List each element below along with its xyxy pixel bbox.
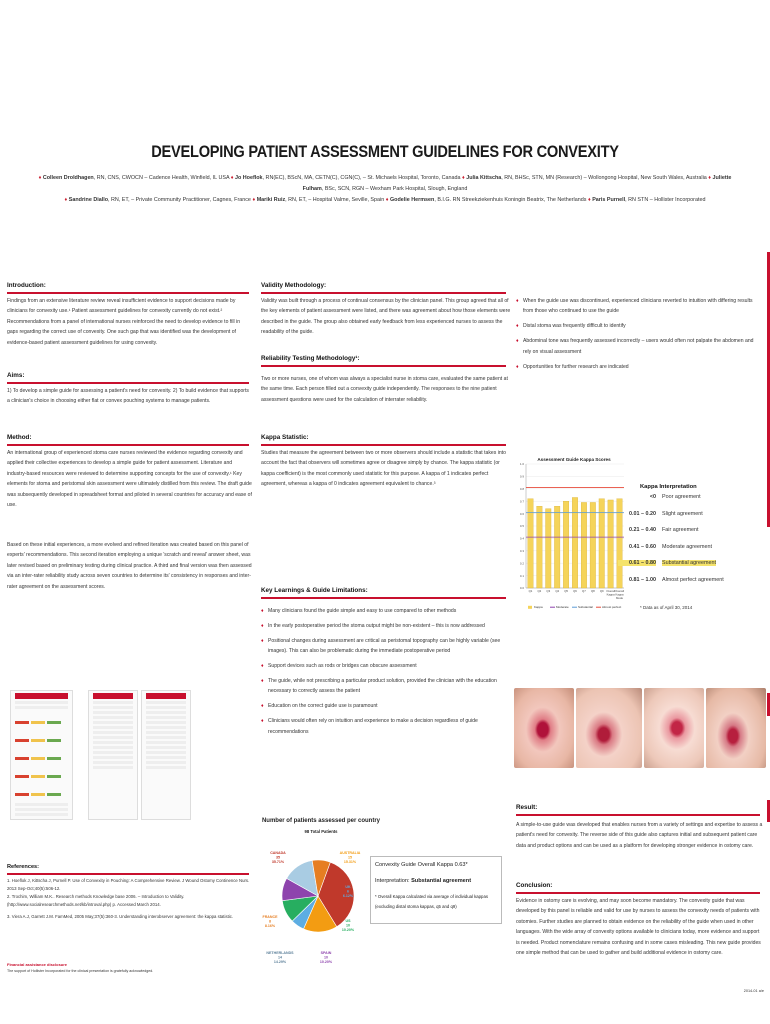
kappa-label: Substantial agreement [662, 560, 716, 566]
footer-note: The support of Hollister Incorporated for the clinical presentation is gratefully acknowledged. [7, 969, 154, 973]
kappa-interpretation-table [618, 494, 758, 594]
legend-label: Almost perfect [602, 605, 622, 609]
guide-thumbnail-1 [10, 690, 73, 820]
learning-item: ♦ The guide, while not prescribing a particular product solution, provided the clinician with the education necessary to correctly assess the patient [261, 676, 511, 697]
y-tick-label: 0.8 [519, 487, 524, 491]
y-tick-label: 0.4 [519, 536, 524, 541]
kappa-bar [554, 506, 560, 588]
learning-item: ♦ In the early postoperative period the stoma output might be non-existent – this is now addressed [261, 621, 511, 631]
kappa-bar [590, 502, 596, 588]
observations-list [516, 296, 761, 376]
pie-slice-label: 8.16% [264, 924, 276, 929]
kappa-interpretation-row [618, 494, 758, 506]
author-name: Julia Kittscha [466, 175, 502, 181]
validity-heading: Validity Methodology: [261, 282, 327, 289]
author-line-2 [30, 195, 740, 206]
result-text: A simple-to-use guide was developed that enables nurses from a variety of settings and expertise to assess a patient's need for convexity. The reverse side of this guide also captures initial and subsequent patient care data and product options and can be used as a platform for developing stronger evidence in ostomy care. [516, 822, 763, 849]
footer-code: 2014-01 a/e [743, 989, 764, 993]
kappa-bar [608, 500, 614, 588]
kappa-bar [546, 509, 552, 588]
kappa-text: Studies that measure the agreement between two or more observers should include a statistic that takes into account the fact that observers will sometimes agree or disagree simply by chance. The kappa statistic (or kappa coefficient) is the most commonly used statistic for this purpose. A kappa of 1 indicates perfect agreement, whereas a kappa of 0 indicates agreement equivalent to chance.³ [261, 450, 506, 488]
y-tick-label: 0.7 [519, 499, 524, 504]
kappa-bar-chart [512, 454, 628, 624]
stoma-photo-4 [706, 688, 766, 768]
author-affiliation: , RN(EC), BScN, MA, CETN(C), CGN(C), – St. Michaels Hospital, Toronto, Canada [262, 175, 462, 181]
author-list [30, 173, 740, 206]
pie-slice-label: 6.12% [342, 894, 354, 899]
kappa-range: 0.61 – 0.80 [618, 560, 656, 566]
learning-item: ♦ Clinicians would often rely on intuition and experience to make a decision regardless of guide recommendations [261, 716, 511, 737]
kappa-summary-line1: Convexity Guide Overall Kappa 0.63* [375, 862, 468, 868]
section-divider [261, 444, 506, 446]
pie-slice-label: 8 [269, 919, 271, 924]
section-divider [261, 365, 506, 367]
x-tick-label: Q2 [537, 589, 542, 593]
author-name: Godelie Hermsen [389, 197, 435, 203]
observation-item: ♦ Distal stoma was frequently difficult to identify [516, 321, 761, 331]
kappa-label: Poor agreement [662, 494, 701, 500]
kappa-interpretation-row [618, 577, 758, 589]
x-tick-label: Overall [606, 589, 616, 593]
y-tick-label: 0.1 [519, 573, 524, 578]
author-line-1 [30, 173, 740, 195]
pie-slice-label: SPAIN [320, 951, 332, 955]
references-heading: References: [7, 864, 40, 870]
pie-slice-label: 35 [276, 855, 280, 860]
author-bullet: ♦ [708, 175, 713, 181]
reference-3: 3. Viera A.J, Garrett J.M. FamMed, 2005 May;37(5):360-3. Understanding interobserver agreement: the kappa statistic. [7, 914, 234, 919]
reference-1: 1. Hoeflok J, Kittscha J, Purnell P. Use of Convexity in Pouching: A Comprehensive Review. J Wound Ostomy Continence Nurs. 2013 Sep-Oct;40(5):506-12. [7, 878, 250, 891]
method-heading: Method: [7, 434, 32, 441]
learning-item: ♦ Support devices such as rods or bridges can obscure assessment [261, 661, 511, 671]
reliability-text: Two or more nurses, one of whom was always a specialist nurse in stoma care, evaluated the same patient at the same time. Each person filled out a convexity guide independently. The responses to the nine patient assessment questions were used for the calculation of interrater reliability. [261, 376, 508, 403]
author-bullet: ♦ [385, 197, 390, 203]
kappa-summary-prefix: Interpretation: [375, 878, 412, 884]
introduction-text: Findings from an extensive literature review reveal insufficient evidence to support decisions made by clinicians for convexity use.¹ Patient assessment guidelines for convexity currently do not exist.² Recommendations from a panel of international nurses reinforced the need to develop evidence to fill in gaps regarding the correct use of convexity. One such gap that was identified was the development of evidence-based patient assessment guidelines for using convexity. [7, 298, 241, 346]
conclusion-heading: Conclusion: [516, 882, 553, 889]
author-affiliation: , RN, CNS, CWOCN – Cadence Health, Winfield, IL USA [93, 175, 231, 181]
author-affiliation: , BSc, SCN, RGN – Wexham Park Hospital, Slough, England [321, 186, 468, 192]
kappa-interpretation-row [618, 560, 758, 572]
author-affiliation: , B.I.G. RN Streekziekenhuis Koningin Beatrix, The Netherlands [434, 197, 588, 203]
kappa-label: Almost perfect agreement [662, 576, 724, 583]
observation-item: ♦ Abdominal tone was frequently assessed incorrectly – users would often not palpate the abdomen and rely on visual assessment [516, 336, 761, 357]
author-name: Juliette Fulham [302, 175, 732, 192]
pie-slice-label: 35.71% [271, 860, 285, 865]
x-tick-label: Q7 [582, 589, 586, 593]
pie-slice-label: US [345, 919, 351, 923]
kappa-interpretation-row [618, 511, 758, 523]
kappa-bar [581, 502, 587, 588]
pie-slice-label: 14.29% [273, 960, 287, 965]
method-text-1: An international group of experienced stoma care nurses reviewed the evidence regarding convexity and applied their collective experiences to develop a simple guide for patient assessment. Literature and industry-based resources were reviewed to determine supporting concepts for the use of convexity.¹ Key elements for stoma and peristomal skin assessment were ultimately distilled from this review. The draft guide was subsequently developed in spreadsheet format and piloted in several countries for accuracy and ease of use. [7, 450, 252, 509]
bar-chart-title: Assessment Guide Kappa Scores [537, 457, 611, 462]
pie-chart-title: Number of patients assessed per country [261, 818, 381, 824]
kappa-summary-box [370, 856, 502, 924]
pie-slice-label: 15.31% [343, 860, 357, 865]
method-text-2: Based on these initial experiences, a more evolved and refined iteration was created based on this panel of experts' recommendations. This second iteration employing a unique 'scratch and reveal' answer sheet, was later revised based on preliminary testing during clinical practice. A third and final version was then assessed via an inter-rater reliability study across seven countries to determine its' consistency in responses and inter-rater agreement on the assessment scores. [7, 542, 252, 590]
section-divider [261, 292, 506, 294]
author-affiliation: , RN, ET, – Private Community Practitioner, Cagnes, France [108, 197, 253, 203]
reference-2: 2. Trochim, William M.K.. Research methods Knowledge base 2006. – Introduction to Validity. (http://www.socialresearchmethods.net/kb/introval.php) p. Accessed March 2014. [7, 894, 185, 907]
guide-thumbnail-2 [88, 690, 138, 820]
y-tick-label: 0.5 [519, 524, 524, 529]
kappa-footnote: * Data as of April 30, 2014 [640, 605, 693, 610]
author-affiliation: , RN, BHSc, STN, MN (Research) – Wollongong Hospital, New South Wales, Australia [501, 175, 709, 181]
pie-slice-label: 10 [346, 923, 350, 928]
observation-item: ♦ When the guide use was discontinued, experienced clinicians reverted to intuition with differing results from those who continued to use the guide [516, 296, 761, 317]
x-tick-label: Q8 [590, 589, 595, 593]
y-tick-label: 0.3 [519, 549, 524, 553]
legend-swatch [528, 606, 532, 609]
validity-text: Validity was built through a process of continual consensus by the clinician panel. This group agreed that all of the key elements of patient assessment were listed, and there was agreement about how those elements were described in the guide. The group also obtained early feedback from less experienced nurses to assess the readability of the guide. [261, 298, 511, 336]
conclusion-text: Evidence in ostomy care is evolving, and may soon become mandatory. The convexity guide that was developed by this panel is reliable and valid for use by nurses to assess the convexity needs of patients with ostomies. Further studies are planned to obtain evidence on the reliability of the guide when used in other languages. With the wide array of convexity options available to clinicians today, more evidence and support is needed. Product nomenclature remains confusing and in some cases misleading. This new guide provides one simple method that can be used to gather and build additional evidence in ostomy care. [516, 898, 761, 957]
aims-heading: Aims: [7, 372, 25, 379]
pie-slice-label: 10.20% [319, 960, 333, 965]
section-divider [7, 292, 249, 294]
section-divider [261, 597, 506, 599]
author-name: Sandrine Diallo [68, 197, 109, 203]
author-name: Paris Purnell [592, 197, 626, 203]
reliability-heading: Reliability Testing Methodology¹: [261, 355, 360, 362]
y-tick-label: 0.9 [519, 474, 524, 479]
author-name: Colleen Droldhagen [42, 175, 94, 181]
kappa-interpretation-heading: Kappa Interpretation [640, 484, 697, 490]
learning-item: ♦ Positional changes during assessment are critical as peristomal topography can be highly variable (see images). This can also be problematic during the immediate postoperative period [261, 636, 511, 657]
legend-label: Substantial [578, 605, 593, 609]
kappa-range: <0 [649, 494, 656, 500]
kappa-label: Slight agreement [662, 510, 703, 517]
kappa-summary-value: Substantial agreement [411, 878, 472, 884]
author-bullet: ♦ [461, 175, 467, 181]
pie-chart-subtitle: 98 Total Patients [304, 829, 338, 834]
y-tick-label: 1.0 [519, 462, 524, 467]
y-tick-label: 0.2 [519, 561, 524, 566]
result-heading: Result: [516, 804, 538, 811]
x-tick-label: Q4 [555, 589, 560, 593]
kappa-range: 0.41 – 0.60 [629, 543, 656, 550]
section-divider [516, 814, 760, 816]
author-affiliation: , RN, ET, – Hospital Valme, Seville, Spain [285, 197, 386, 203]
pie-slice-label: 6 [347, 889, 349, 894]
kappa-bar [572, 497, 578, 588]
author-bullet: ♦ [252, 197, 257, 203]
section-divider [516, 892, 760, 894]
learning-item: ♦ Education on the correct guide use is paramount [261, 701, 511, 711]
author-bullet: ♦ [230, 175, 235, 181]
kappa-range: 0.01 – 0.20 [629, 510, 656, 517]
x-tick-label: Kappa [615, 592, 624, 597]
observation-item: ♦ Opportunities for further research are indicated [516, 362, 761, 372]
legend-label: Moderate [556, 605, 569, 609]
pie-slice-label: 10 [324, 955, 328, 960]
guide-thumbnail-3 [141, 690, 191, 820]
kappa-range: 0.81 – 1.00 [629, 576, 656, 583]
x-tick-label: Q3 [546, 589, 551, 593]
x-tick-label: Q5 [564, 589, 568, 593]
pie-slice-label: 15 [348, 855, 352, 860]
kappa-interpretation-row [618, 527, 758, 539]
x-tick-label: Kappa [606, 592, 615, 597]
country-pie-chart [256, 836, 376, 974]
section-divider [7, 444, 249, 446]
pie-slice-label: 10.20% [341, 928, 355, 933]
author-name: Mariki Ruiz [256, 197, 286, 203]
y-tick-label: 0.0 [519, 586, 524, 591]
stoma-photo-3 [644, 688, 704, 768]
section-divider [7, 382, 249, 384]
x-tick-label: Overall [615, 589, 624, 593]
section-divider [7, 873, 249, 875]
learnings-heading: Key Learnings & Guide Limitations: [261, 587, 368, 594]
author-name: Jo Hoeflok [235, 175, 263, 181]
stoma-photo-1 [514, 688, 574, 768]
kappa-summary-note: * Overall Kappa calculated via average of individual kappas (excluding distal stoma kappas, q5 and q9) [375, 894, 488, 909]
kappa-label: Fair agreement [662, 527, 699, 533]
pie-slice-label: FRANCE [262, 915, 278, 919]
author-bullet: ♦ [587, 197, 593, 203]
pie-slice-label: AUSTRALIA [339, 851, 361, 855]
x-tick-label: Q9 [599, 589, 604, 593]
kappa-heading: Kappa Statistic: [261, 434, 309, 441]
author-affiliation: , RN STN – Hollister Incorporated [625, 197, 706, 203]
pie-slice-label: NETHERLANDS [266, 951, 294, 955]
y-tick-label: 0.6 [519, 511, 524, 516]
pie-slice-label: CANADA [270, 851, 286, 855]
footer-disclosure: Financial assistance disclosure [7, 962, 68, 967]
kappa-bar [537, 506, 543, 588]
author-bullet: ♦ [38, 175, 43, 181]
x-tick-label: Q6 [573, 589, 577, 593]
author-bullet: ♦ [64, 197, 69, 203]
kappa-range: 0.21 – 0.40 [629, 527, 656, 533]
kappa-label: Moderate agreement [662, 543, 713, 550]
aims-text: 1) To develop a simple guide for assessing a patient's need for convexity. 2) To build evidence that supports a clinician's choice in choosing either flat or convex pouching systems to manage patients. [7, 388, 249, 405]
x-tick-label: Q1 [528, 589, 533, 593]
learning-item: ♦ Many clinicians found the guide simple and easy to use compared to other methods [261, 606, 511, 616]
x-tick-label: Mode [616, 595, 624, 600]
learnings-list [261, 606, 511, 742]
pie-slice-label: UK [345, 885, 351, 889]
legend-label: Kappa [534, 605, 543, 609]
poster-title: DEVELOPING PATIENT ASSESSMENT GUIDELINES FOR CONVEXITY [151, 142, 619, 161]
kappa-bar [563, 501, 569, 588]
introduction-heading: Introduction: [7, 282, 46, 289]
stoma-photo-2 [576, 688, 642, 768]
kappa-interpretation-row [618, 544, 758, 556]
pie-slice-label: 14 [278, 955, 282, 960]
